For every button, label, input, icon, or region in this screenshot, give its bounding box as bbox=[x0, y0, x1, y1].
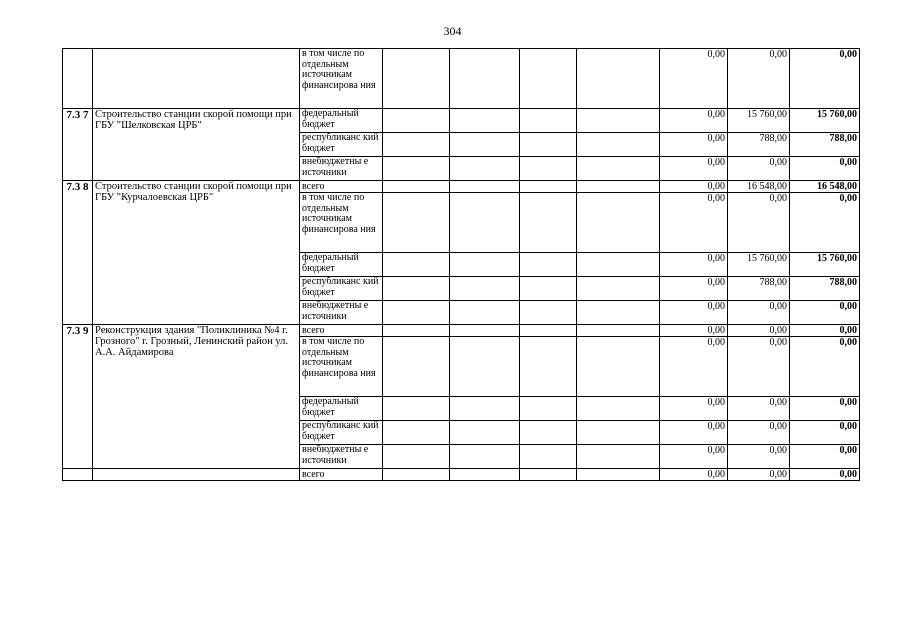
empty-cell bbox=[520, 181, 577, 193]
empty-cell bbox=[450, 397, 520, 421]
value-b-cell: 16 548,00 bbox=[728, 181, 790, 193]
value-a-cell: 0,00 bbox=[660, 445, 728, 469]
empty-cell bbox=[383, 445, 450, 469]
item-code: 7.3 9 bbox=[63, 325, 93, 469]
value-b-cell: 0,00 bbox=[728, 469, 790, 481]
table-row bbox=[63, 325, 860, 337]
value-a-cell: 0,00 bbox=[660, 109, 728, 133]
table-row bbox=[63, 469, 860, 481]
empty-cell bbox=[450, 253, 520, 277]
empty-cell bbox=[383, 421, 450, 445]
value-b-cell: 0,00 bbox=[728, 337, 790, 397]
empty-cell bbox=[520, 337, 577, 397]
empty-cell bbox=[577, 397, 660, 421]
value-a-cell: 0,00 bbox=[660, 469, 728, 481]
empty-cell bbox=[450, 109, 520, 133]
empty-cell bbox=[577, 421, 660, 445]
total-cell: 0,00 bbox=[790, 421, 860, 445]
empty-cell bbox=[383, 325, 450, 337]
empty-cell bbox=[520, 49, 577, 109]
empty-cell bbox=[383, 253, 450, 277]
value-b-cell: 15 760,00 bbox=[728, 109, 790, 133]
empty-cell bbox=[577, 445, 660, 469]
item-code bbox=[63, 49, 93, 109]
value-b-cell: 0,00 bbox=[728, 325, 790, 337]
item-name: Строительство станции скорой помощи при ГБУ "Шелковская ЦРБ" bbox=[93, 109, 300, 181]
source-cell: всего bbox=[300, 469, 383, 481]
value-a-cell: 0,00 bbox=[660, 193, 728, 253]
total-cell: 0,00 bbox=[790, 49, 860, 109]
total-cell: 0,00 bbox=[790, 337, 860, 397]
empty-cell bbox=[577, 301, 660, 325]
item-code: 7.3 7 bbox=[63, 109, 93, 181]
total-cell: 788,00 bbox=[790, 277, 860, 301]
empty-cell bbox=[520, 109, 577, 133]
total-cell: 15 760,00 bbox=[790, 109, 860, 133]
value-a-cell: 0,00 bbox=[660, 337, 728, 397]
source-cell: республиканс кий бюджет bbox=[300, 277, 383, 301]
source-cell: федеральный бюджет bbox=[300, 253, 383, 277]
empty-cell bbox=[520, 193, 577, 253]
empty-cell bbox=[450, 49, 520, 109]
value-b-cell: 0,00 bbox=[728, 193, 790, 253]
empty-cell bbox=[383, 109, 450, 133]
empty-cell bbox=[383, 337, 450, 397]
total-cell: 788,00 bbox=[790, 133, 860, 157]
value-b-cell: 15 760,00 bbox=[728, 253, 790, 277]
empty-cell bbox=[383, 49, 450, 109]
value-a-cell: 0,00 bbox=[660, 325, 728, 337]
value-a-cell: 0,00 bbox=[660, 277, 728, 301]
empty-cell bbox=[450, 421, 520, 445]
empty-cell bbox=[520, 397, 577, 421]
empty-cell bbox=[383, 277, 450, 301]
source-cell: республиканс кий бюджет bbox=[300, 421, 383, 445]
empty-cell bbox=[577, 133, 660, 157]
item-name: Реконструкция здания "Поликлиника №4 г. Грозного" г. Грозный, Ленинский район ул. А.А. Айдамирова bbox=[93, 325, 300, 469]
value-b-cell: 788,00 bbox=[728, 133, 790, 157]
item-name bbox=[93, 49, 300, 109]
empty-cell bbox=[383, 301, 450, 325]
total-cell: 0,00 bbox=[790, 445, 860, 469]
empty-cell bbox=[577, 469, 660, 481]
empty-cell bbox=[520, 301, 577, 325]
empty-cell bbox=[520, 157, 577, 181]
source-cell: в том числе по отдельным источникам финансирова ния bbox=[300, 193, 383, 253]
empty-cell bbox=[577, 181, 660, 193]
empty-cell bbox=[383, 133, 450, 157]
value-a-cell: 0,00 bbox=[660, 253, 728, 277]
table-row bbox=[63, 49, 860, 109]
value-a-cell: 0,00 bbox=[660, 49, 728, 109]
total-cell: 15 760,00 bbox=[790, 253, 860, 277]
item-name bbox=[93, 469, 300, 481]
source-cell: внебюджетны е источники bbox=[300, 445, 383, 469]
source-cell: федеральный бюджет bbox=[300, 109, 383, 133]
empty-cell bbox=[577, 193, 660, 253]
empty-cell bbox=[577, 49, 660, 109]
empty-cell bbox=[450, 301, 520, 325]
value-b-cell: 0,00 bbox=[728, 157, 790, 181]
value-a-cell: 0,00 bbox=[660, 421, 728, 445]
source-cell: республиканс кий бюджет bbox=[300, 133, 383, 157]
table-row bbox=[63, 181, 860, 193]
value-b-cell: 0,00 bbox=[728, 49, 790, 109]
item-code: 7.3 8 bbox=[63, 181, 93, 325]
value-a-cell: 0,00 bbox=[660, 133, 728, 157]
total-cell: 0,00 bbox=[790, 325, 860, 337]
value-b-cell: 0,00 bbox=[728, 301, 790, 325]
empty-cell bbox=[577, 109, 660, 133]
empty-cell bbox=[520, 445, 577, 469]
empty-cell bbox=[383, 157, 450, 181]
item-code bbox=[63, 469, 93, 481]
empty-cell bbox=[383, 181, 450, 193]
value-b-cell: 0,00 bbox=[728, 421, 790, 445]
value-a-cell: 0,00 bbox=[660, 397, 728, 421]
empty-cell bbox=[450, 181, 520, 193]
total-cell: 0,00 bbox=[790, 469, 860, 481]
empty-cell bbox=[520, 277, 577, 301]
empty-cell bbox=[383, 469, 450, 481]
empty-cell bbox=[520, 133, 577, 157]
value-a-cell: 0,00 bbox=[660, 157, 728, 181]
value-b-cell: 788,00 bbox=[728, 277, 790, 301]
source-cell: в том числе по отдельным источникам финансирова ния bbox=[300, 49, 383, 109]
empty-cell bbox=[450, 469, 520, 481]
total-cell: 0,00 bbox=[790, 193, 860, 253]
value-a-cell: 0,00 bbox=[660, 181, 728, 193]
empty-cell bbox=[577, 325, 660, 337]
value-a-cell: 0,00 bbox=[660, 301, 728, 325]
source-cell: в том числе по отдельным источникам финансирова ния bbox=[300, 337, 383, 397]
budget-table bbox=[62, 48, 860, 481]
source-cell: всего bbox=[300, 325, 383, 337]
total-cell: 0,00 bbox=[790, 397, 860, 421]
total-cell: 0,00 bbox=[790, 157, 860, 181]
empty-cell bbox=[520, 325, 577, 337]
value-b-cell: 0,00 bbox=[728, 445, 790, 469]
empty-cell bbox=[577, 277, 660, 301]
total-cell: 16 548,00 bbox=[790, 181, 860, 193]
empty-cell bbox=[383, 193, 450, 253]
source-cell: всего bbox=[300, 181, 383, 193]
empty-cell bbox=[577, 157, 660, 181]
empty-cell bbox=[450, 277, 520, 301]
empty-cell bbox=[520, 253, 577, 277]
empty-cell bbox=[450, 133, 520, 157]
empty-cell bbox=[450, 325, 520, 337]
empty-cell bbox=[450, 337, 520, 397]
empty-cell bbox=[450, 445, 520, 469]
table-row bbox=[63, 109, 860, 133]
empty-cell bbox=[520, 469, 577, 481]
empty-cell bbox=[450, 157, 520, 181]
empty-cell bbox=[577, 337, 660, 397]
source-cell: федеральный бюджет bbox=[300, 397, 383, 421]
empty-cell bbox=[450, 193, 520, 253]
empty-cell bbox=[577, 253, 660, 277]
source-cell: внебюджетны е источники bbox=[300, 301, 383, 325]
page-number: 304 bbox=[443, 24, 462, 38]
empty-cell bbox=[383, 397, 450, 421]
source-cell: внебюджетны е источники bbox=[300, 157, 383, 181]
total-cell: 0,00 bbox=[790, 301, 860, 325]
item-name: Строительство станции скорой помощи при ГБУ "Курчалоевская ЦРБ" bbox=[93, 181, 300, 325]
empty-cell bbox=[520, 421, 577, 445]
value-b-cell: 0,00 bbox=[728, 397, 790, 421]
table-body bbox=[63, 49, 860, 481]
